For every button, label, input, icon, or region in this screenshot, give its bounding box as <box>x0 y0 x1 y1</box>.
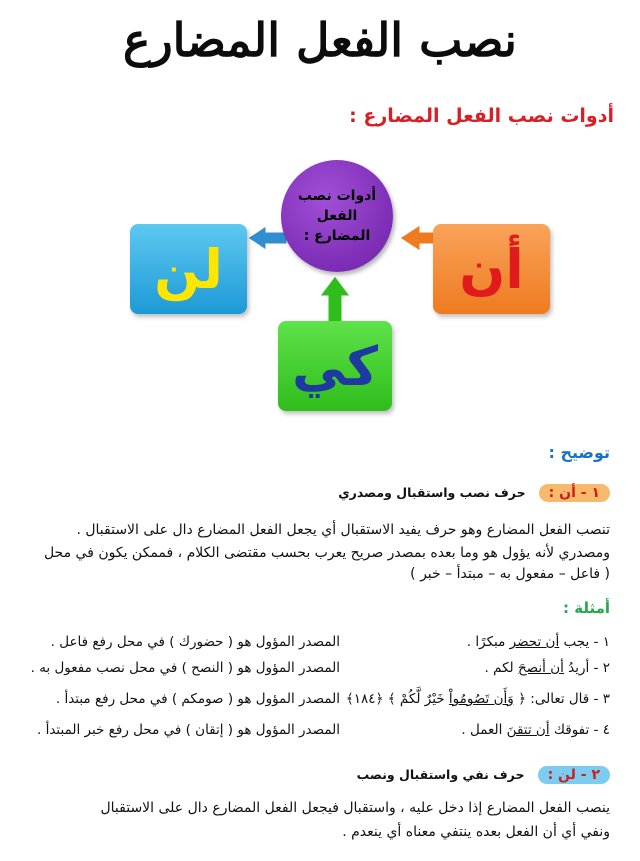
example-1-num: ١ - <box>593 634 610 650</box>
explanation-heading: توضيح : <box>548 443 610 462</box>
section2-header <box>357 764 610 784</box>
arrow-from-kay <box>320 276 350 322</box>
section1-line-2: ومصدري لأنه يؤول هو وما بعده بمصدر صريح يعرب بحسب مقتضى الكلام ، فممكن يكون في محل <box>43 545 610 561</box>
example-3-num: ٣ - <box>593 691 610 707</box>
section1-line-3: ( فاعل – مفعول به – مبتدأ – خبر ) <box>410 566 610 582</box>
section-heading-tools-text: أدوات نصب الفعل المضارع <box>363 105 614 127</box>
section1-header <box>338 482 610 502</box>
arrow-from-an <box>400 225 436 251</box>
examples-heading: أمثلة : <box>563 599 610 617</box>
example-1-explain: المصدر المؤول هو ( حضورك ) في محل رفع فاعل . <box>50 634 340 650</box>
diagram-center-label: أدوات نصب الفعل المضارع : <box>297 188 377 244</box>
arrow-to-lan <box>248 226 287 250</box>
example-3-post: خَيْرٌ لَّكُمْ ﴾ ﴿١٨٤﴾ <box>345 691 449 707</box>
example-4-underlined: أن تتقنَ <box>506 722 550 738</box>
diagram-box-lan: لن <box>130 224 247 314</box>
example-3-underlined: وَأَن تَصُومُواْ <box>448 691 514 707</box>
section2-line-1: ينصب الفعل المضارع إذا دخل عليه ، واستقبال فيجعل الفعل المضارع دال على الاستقبال <box>100 800 610 816</box>
example-2-underlined: أن أنصحَ <box>517 660 564 676</box>
example-2 <box>485 660 610 676</box>
diagram-box-an: أن <box>433 224 550 314</box>
example-4-post: العمل . <box>461 722 507 738</box>
example-2-explain: المصدر المؤول هو ( النصح ) في محل نصب مفعول به . <box>30 660 340 676</box>
section2-line-2: ونفي أي أن الفعل بعده ينتفي معناه أي ينعدم . <box>342 824 610 840</box>
example-1-underlined: أن تحضر <box>509 634 560 650</box>
example-4-explain: المصدر المؤول هو ( إتقان ) في محل رفع خبر المبتدأ . <box>37 722 340 738</box>
section1-line-1: تنصب الفعل المضارع وهو حرف يفيد الاستقبال أي يجعل الفعل المضارع دال على الاستقبال . <box>76 522 610 538</box>
example-2-num: ٢ - <box>593 660 610 676</box>
section-heading-colon: : <box>349 105 357 127</box>
diagram-box-kay: كي <box>278 321 392 411</box>
example-1-post: مبكرًا . <box>466 634 510 650</box>
diagram-center-circle <box>281 160 393 272</box>
example-2-pre: أريدُ <box>563 660 590 676</box>
section2-badge: ٢ - لن : <box>538 766 610 784</box>
example-1-pre: يجب <box>559 634 590 650</box>
section1-badge: ١ - أن : <box>539 484 610 502</box>
example-1 <box>467 634 610 650</box>
example-3 <box>346 691 610 707</box>
example-4-pre: تفوقك <box>549 722 590 738</box>
example-2-post: لكم . <box>484 660 518 676</box>
page-title: نصب الفعل المضارع <box>123 13 517 67</box>
section1-desc: حرف نصب واستقبال ومصدري <box>338 485 526 500</box>
example-3-explain: المصدر المؤول هو ( صومكم ) في محل رفع مبتدأ . <box>55 691 340 707</box>
tools-diagram <box>0 0 640 430</box>
section2-desc: حرف نفي واستقبال ونصب <box>356 767 525 782</box>
example-3-pre: قال تعالى: ﴿ <box>513 691 590 707</box>
example-4-num: ٤ - <box>593 722 610 738</box>
example-4 <box>461 722 610 738</box>
